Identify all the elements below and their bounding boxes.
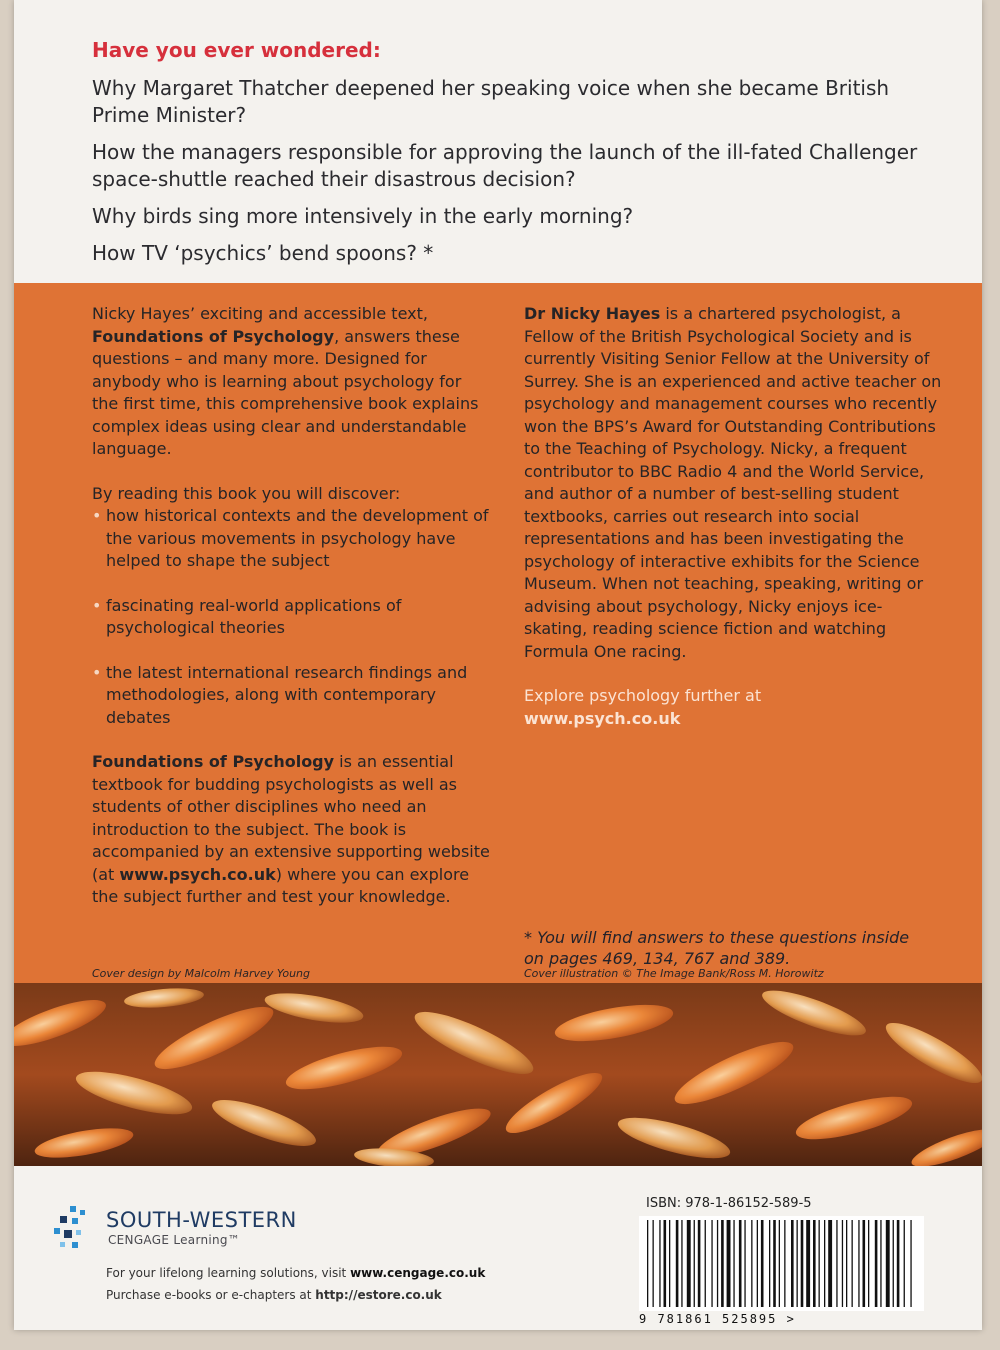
intro-paragraph: Nicky Hayes’ exciting and accessible text, Foundations of Psychology, answers these questions – and many more. Designed for anybody who is learning about psychology for the first time, this comprehensive book explains complex ideas using clear and understandable language. <box>92 304 479 458</box>
explore-text: Explore psychology further at <box>524 686 762 705</box>
closing-paragraph: Foundations of Psychology is an essential textbook for budding psychologists as well as students of other disciplines who need an introduction to the subject. The book is accompanied by an extensive supporting website (at www.psych.co.uk) where you can explore the subject further and test your knowledge. <box>92 752 490 906</box>
bullet-icon: • <box>92 506 102 525</box>
book-title: Foundations of Psychology <box>92 752 335 771</box>
cover-design-credit: Cover design by Malcolm Harvey Young <box>92 967 311 980</box>
publisher-footer <box>14 1166 982 1330</box>
answers-note: * You will find answers to these questions inside on pages 469, 134, 767 and 389. <box>524 928 910 968</box>
book-back-cover <box>14 0 982 1330</box>
list-item: • the latest international research findings and methodologies, along with contemporary debates <box>92 662 492 730</box>
lifelong-learning-line: For your lifelong learning solutions, visit www.cengage.co.uk <box>106 1266 486 1280</box>
purchase-line: Purchase e-books or e-chapters at http://estore.co.uk <box>106 1288 442 1302</box>
question-challenger: How the managers responsible for approving the launch of the ill-fated Challenger space-shuttle reached their disastrous decision? <box>92 140 918 191</box>
estore-link[interactable]: http://estore.co.uk <box>315 1288 442 1302</box>
question-birds: Why birds sing more intensively in the early morning? <box>92 204 634 228</box>
list-item: • fascinating real-world applications of psychological theories <box>92 595 492 640</box>
question-psychics: How TV ‘psychics’ bend spoons? * <box>92 241 434 265</box>
book-description <box>92 303 492 909</box>
cengage-logo-icon <box>52 1204 102 1250</box>
question-thatcher: Why Margaret Thatcher deepened her speaking voice when she became British Prime Minister? <box>92 76 890 127</box>
cengage-link[interactable]: www.cengage.co.uk <box>350 1266 486 1280</box>
isbn-label: ISBN: 978-1-86152-589-5 <box>646 1196 812 1211</box>
publisher-subbrand: CENGAGE Learning™ <box>108 1233 241 1247</box>
questions-heading: Have you ever wondered: <box>92 38 381 62</box>
barcode-digits: 9 781861 525895 > <box>639 1312 796 1326</box>
barcode-icon <box>639 1216 924 1311</box>
bullet-icon: • <box>92 595 102 615</box>
book-title: Foundations of Psychology <box>92 326 335 346</box>
bio-paragraph: Dr Nicky Hayes is a chartered psychologist, a Fellow of the British Psychological Society and is currently Visiting Senior Fellow at the University of Surrey. She is an experienced and active teacher on psychology and management courses who recently won the BPS’s Award for Outstanding Contributions to the Teaching of Psychology. Nicky, a frequent contributor to BBC Radio 4 and the World Service, and author of a number of best-selling student textbooks, carries out research into social representations and has been investigating the psychology of interactive exhibits for the Science Museum. When not teaching, speaking, writing or advising about psychology, Nicky enjoys ice-skating, reading science fiction and watching Formula One racing. <box>524 304 942 661</box>
questions-section <box>92 38 952 277</box>
discover-lead: By reading this book you will discover: <box>92 483 401 503</box>
author-name: Dr Nicky Hayes <box>524 304 661 323</box>
koi-fish-photo <box>14 983 982 1166</box>
publisher-name: SOUTH-WESTERN <box>106 1208 297 1232</box>
feature-list <box>92 505 492 729</box>
author-bio <box>524 303 944 730</box>
bullet-icon: • <box>92 662 102 682</box>
description-panel <box>14 283 982 983</box>
website-link[interactable]: www.psych.co.uk <box>119 864 276 884</box>
explore-link[interactable]: www.psych.co.uk <box>524 708 681 728</box>
cover-illustration-credit: Cover illustration © The Image Bank/Ross M. Horowitz <box>524 967 824 980</box>
list-item: • how historical contexts and the development of the various movements in psychology have helped to shape the subject <box>92 505 492 573</box>
